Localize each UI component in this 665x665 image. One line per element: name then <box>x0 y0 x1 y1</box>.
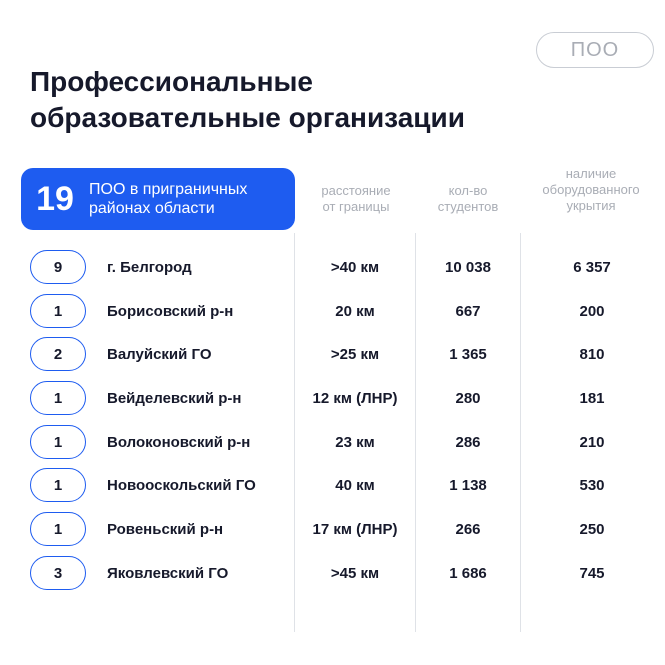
org-count-pill: 1 <box>30 381 86 415</box>
student-count: 280 <box>455 389 481 407</box>
summary-badge <box>21 168 295 230</box>
student-count: 1 686 <box>449 564 487 582</box>
summary-label-line-1: ПОО в приграничных <box>89 181 248 198</box>
summary-label-line-2: районах области <box>89 200 215 217</box>
org-count-pill: 1 <box>30 512 86 546</box>
column-header-students-line-2: студентов <box>437 199 499 214</box>
org-count-pill: 9 <box>30 250 86 284</box>
org-count-pill: 1 <box>30 294 86 328</box>
border-distance: >25 км <box>330 345 380 363</box>
table-row <box>0 248 665 288</box>
shelter-capacity: 200 <box>579 302 605 320</box>
student-count: 286 <box>455 433 481 451</box>
column-header-shelter-line-2: оборудованного <box>542 182 640 197</box>
table-row <box>0 466 665 506</box>
org-count-pill: 1 <box>30 425 86 459</box>
org-count-pill: 2 <box>30 337 86 371</box>
column-header-students-line-1: кол-во <box>448 183 488 198</box>
shelter-capacity: 530 <box>579 476 605 494</box>
district-name: Волоконовский р-н <box>107 433 251 451</box>
border-distance: >45 км <box>330 564 380 582</box>
page-title <box>30 64 465 136</box>
column-header-distance-line-2: от границы <box>322 199 390 214</box>
student-count: 667 <box>455 302 481 320</box>
title-line-2: образовательные организации <box>30 102 465 133</box>
border-distance: 20 км <box>335 302 375 320</box>
student-count: 1 138 <box>449 476 487 494</box>
summary-label <box>89 180 247 218</box>
column-header-distance <box>300 183 412 215</box>
student-count: 266 <box>455 520 481 538</box>
border-distance: 40 км <box>335 476 375 494</box>
border-distance: 12 км (ЛНР) <box>312 389 398 407</box>
student-count: 10 038 <box>445 258 491 276</box>
column-header-shelter-line-1: наличие <box>565 166 617 181</box>
column-header-students <box>418 183 518 215</box>
table-row <box>0 554 665 594</box>
table-row <box>0 423 665 463</box>
column-header-shelter-line-3: укрытия <box>566 198 616 213</box>
table-row <box>0 292 665 332</box>
column-header-distance-line-1: расстояние <box>321 183 391 198</box>
district-name: г. Белгород <box>107 258 192 276</box>
category-tag: ПОО <box>536 32 654 68</box>
shelter-capacity: 181 <box>579 389 605 407</box>
district-name: Ровеньский р-н <box>107 520 224 538</box>
org-count-pill: 3 <box>30 556 86 590</box>
border-distance: 17 км (ЛНР) <box>312 520 398 538</box>
district-name: Борисовский р-н <box>107 302 234 320</box>
district-name: Новооскольский ГО <box>107 476 256 494</box>
shelter-capacity: 6 357 <box>573 258 611 276</box>
border-distance: 23 км <box>335 433 375 451</box>
shelter-capacity: 745 <box>579 564 605 582</box>
district-name: Валуйский ГО <box>107 345 212 363</box>
table-row <box>0 379 665 419</box>
shelter-capacity: 810 <box>579 345 605 363</box>
org-count-pill: 1 <box>30 468 86 502</box>
student-count: 1 365 <box>449 345 487 363</box>
district-name: Вейделевский р-н <box>107 389 242 407</box>
district-name: Яковлевский ГО <box>107 564 229 582</box>
summary-count: 19 <box>36 179 74 218</box>
table-row <box>0 510 665 550</box>
title-line-1: Профессиональные <box>30 66 314 97</box>
column-header-shelter <box>524 166 658 214</box>
shelter-capacity: 250 <box>579 520 605 538</box>
shelter-capacity: 210 <box>579 433 605 451</box>
table-row <box>0 335 665 375</box>
border-distance: >40 км <box>330 258 380 276</box>
